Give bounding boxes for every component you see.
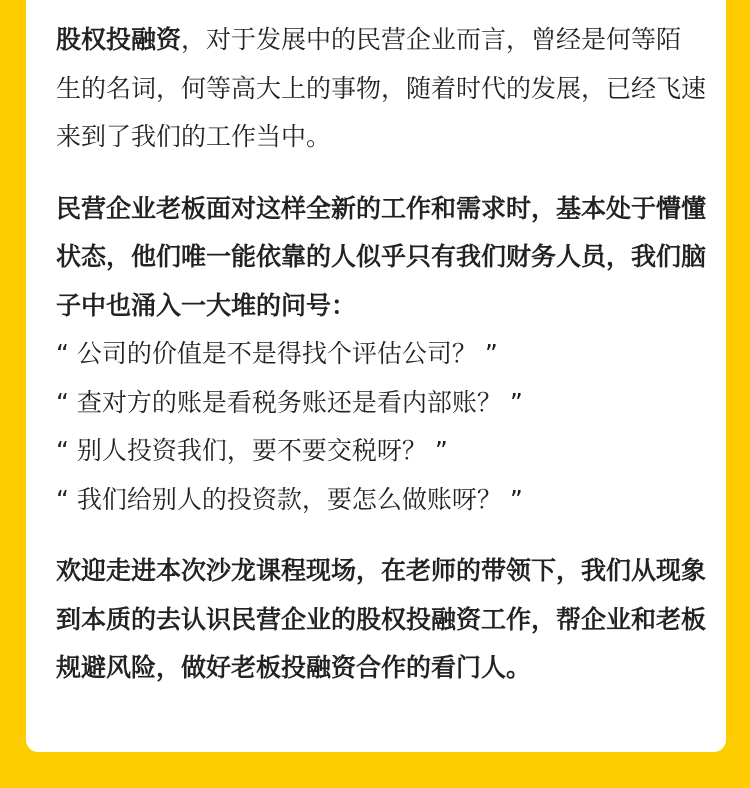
question-item: “ 我们给别人的投资款，要怎么做账呀？ ” xyxy=(56,484,523,514)
intro-paragraph xyxy=(56,16,706,162)
question-item: “ 公司的价值是不是得找个评估公司？ ” xyxy=(56,339,498,368)
spacer xyxy=(56,162,706,185)
article-body xyxy=(56,16,706,693)
question-item: “ 查对方的账是看税务账还是看内部账？ ” xyxy=(56,387,523,417)
spacer xyxy=(56,524,706,547)
problem-paragraph: 民营企业老板面对这样全新的工作和需求时，基本处于懵懂状态，他们唯一能依靠的人似乎只有我们财务人员，我们脑子中也涌入一大堆的问号： xyxy=(56,193,707,320)
invitation-paragraph: 欢迎走进本次沙龙课程现场，在老师的带领下，我们从现象到本质的去认识民营企业的股权投融资工作，帮企业和老板规避风险，做好老板投融资合作的看门人。 xyxy=(56,556,707,682)
question-item: “ 别人投资我们，要不要交税呀？ ” xyxy=(56,436,448,465)
intro-text: ，对于发展中的民营企业而言，曾经是何等陌生的名词，何等高大上的事物，随着时代的发展，已经飞速来到了我们的工作当中。 xyxy=(56,25,707,151)
intro-lead-term: 股权投融资 xyxy=(56,25,182,54)
